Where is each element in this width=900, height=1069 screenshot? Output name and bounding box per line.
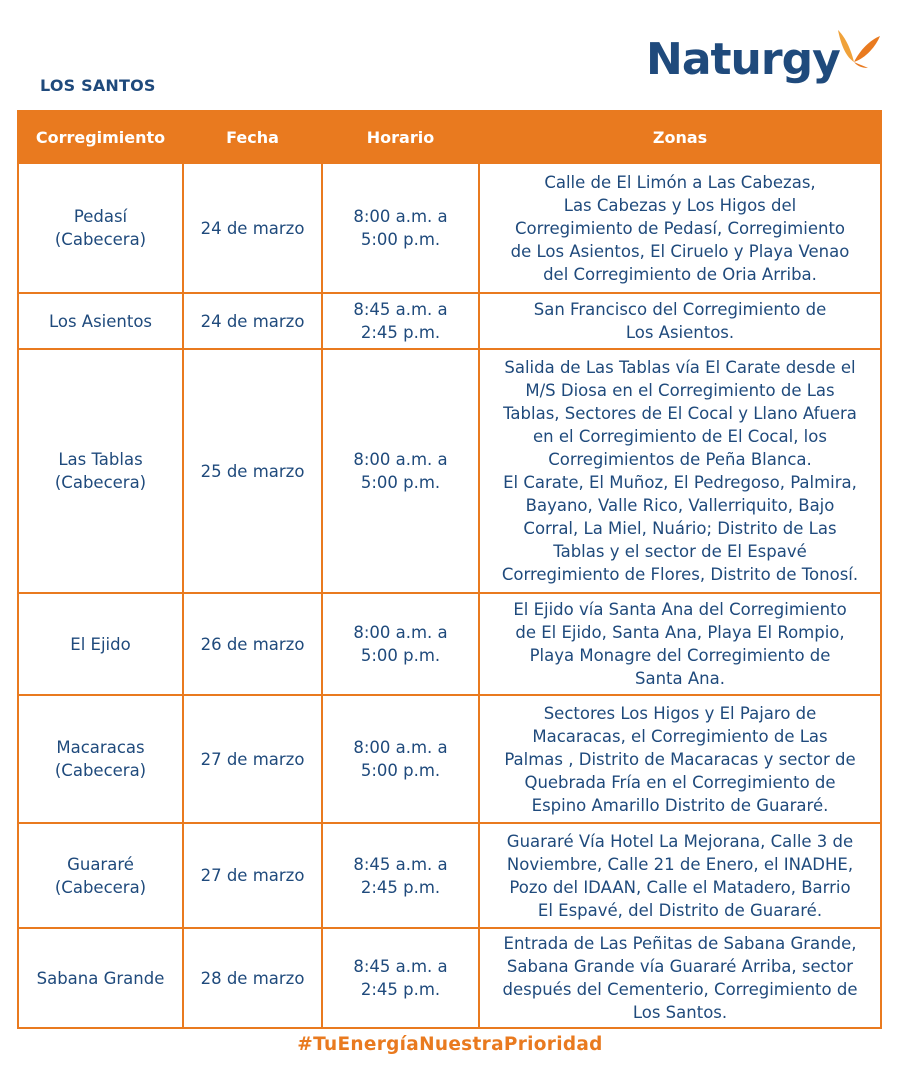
cell-horario: 8:00 a.m. a 5:00 p.m. (322, 695, 479, 823)
cell-fecha: 24 de marzo (183, 293, 322, 349)
table-row (18, 593, 881, 695)
naturgy-logo (646, 26, 886, 96)
table-row (18, 823, 881, 928)
column-header-zonas: Zonas (479, 111, 881, 163)
cell-fecha: 26 de marzo (183, 593, 322, 695)
cell-corregimiento: Macaracas (Cabecera) (18, 695, 183, 823)
cell-zonas: Salida de Las Tablas vía El Carate desde el M/S Diosa en el Corregimiento de Las Tablas, Sectores de El Cocal y Llano Afuera en el Corregimiento de El Cocal, los Corregimientos de Peña Blanca. El Carate, El Muñoz, El Pedregoso, Palmira, Bayano, Valle Rico, Vallerriquito, Bajo Corral, La Miel, Nuário; Distrito de Las Tablas y el sector de El Espavé Corregimiento de Flores, Distrito de Tonosí. (479, 349, 881, 593)
cell-corregimiento: El Ejido (18, 593, 183, 695)
table-row (18, 163, 881, 293)
logo-wordmark: Naturgy (646, 34, 840, 85)
hashtag: #TuEnergíaNuestraPrioridad (297, 1034, 603, 1055)
column-header-corregimiento: Corregimiento (18, 111, 183, 163)
region-title: LOS SANTOS (40, 76, 156, 95)
cell-fecha: 28 de marzo (183, 928, 322, 1028)
cell-zonas: El Ejido vía Santa Ana del Corregimiento de El Ejido, Santa Ana, Playa El Rompio, Playa Monagre del Corregimiento de Santa Ana. (479, 593, 881, 695)
table-row (18, 349, 881, 593)
cell-horario: 8:45 a.m. a 2:45 p.m. (322, 293, 479, 349)
column-header-fecha: Fecha (183, 111, 322, 163)
cell-horario: 8:45 a.m. a 2:45 p.m. (322, 823, 479, 928)
cell-fecha: 27 de marzo (183, 695, 322, 823)
cell-horario: 8:00 a.m. a 5:00 p.m. (322, 163, 479, 293)
cell-corregimiento: Guararé (Cabecera) (18, 823, 183, 928)
butterfly-icon (834, 28, 882, 78)
cell-zonas: San Francisco del Corregimiento de Los Asientos. (479, 293, 881, 349)
table-row (18, 293, 881, 349)
cell-corregimiento: Las Tablas (Cabecera) (18, 349, 183, 593)
table-row (18, 928, 881, 1028)
cell-zonas: Sectores Los Higos y El Pajaro de Macaracas, el Corregimiento de Las Palmas , Distrito de Macaracas y sector de Quebrada Fría en el Corregimiento de Espino Amarillo Distrito de Guararé. (479, 695, 881, 823)
cell-fecha: 25 de marzo (183, 349, 322, 593)
cell-corregimiento: Pedasí (Cabecera) (18, 163, 183, 293)
cell-fecha: 27 de marzo (183, 823, 322, 928)
table-row (18, 695, 881, 823)
table-header-row (18, 111, 881, 163)
cell-zonas: Guararé Vía Hotel La Mejorana, Calle 3 de Noviembre, Calle 21 de Enero, el INADHE, Pozo del IDAAN, Calle el Matadero, Barrio El Espavé, del Distrito de Guararé. (479, 823, 881, 928)
cell-corregimiento: Sabana Grande (18, 928, 183, 1028)
column-header-horario: Horario (322, 111, 479, 163)
cell-horario: 8:00 a.m. a 5:00 p.m. (322, 593, 479, 695)
cell-zonas: Calle de El Limón a Las Cabezas, Las Cabezas y Los Higos del Corregimiento de Pedasí, Corregimiento de Los Asientos, El Ciruelo y Playa Venao del Corregimiento de Oria Arriba. (479, 163, 881, 293)
schedule-table (17, 110, 882, 1029)
cell-horario: 8:45 a.m. a 2:45 p.m. (322, 928, 479, 1028)
cell-zonas: Entrada de Las Peñitas de Sabana Grande, Sabana Grande vía Guararé Arriba, sector después del Cementerio, Corregimiento de Los Santos. (479, 928, 881, 1028)
cell-horario: 8:00 a.m. a 5:00 p.m. (322, 349, 479, 593)
cell-corregimiento: Los Asientos (18, 293, 183, 349)
cell-fecha: 24 de marzo (183, 163, 322, 293)
